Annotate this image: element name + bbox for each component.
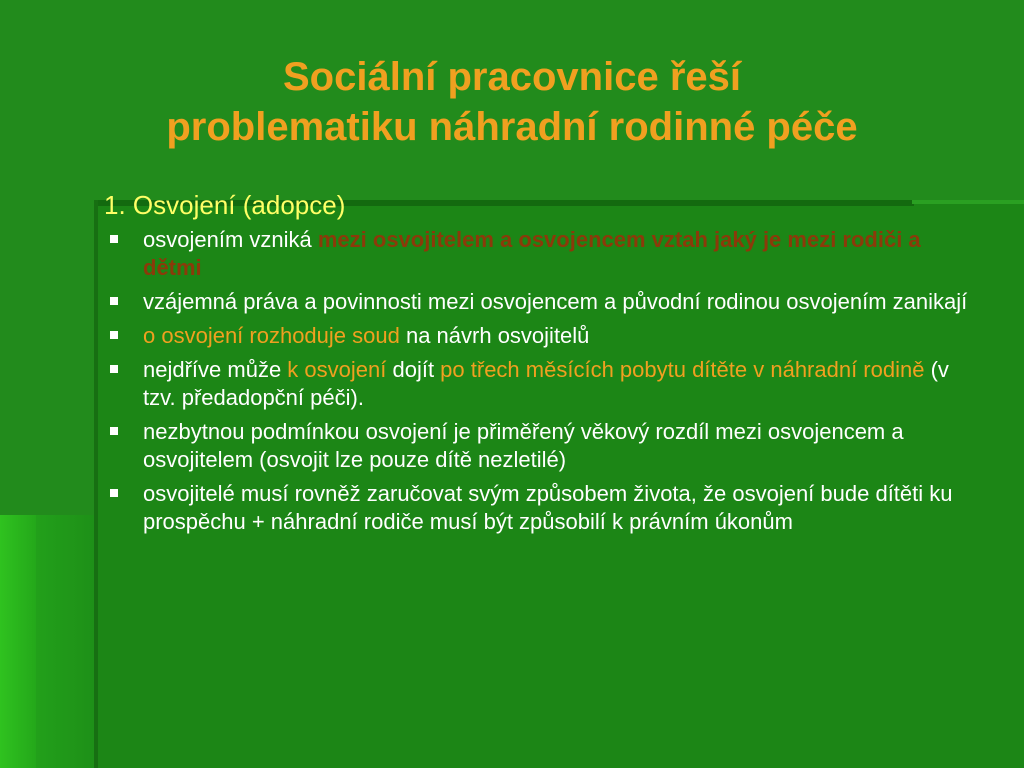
decorative-left-strip bbox=[0, 515, 36, 768]
decorative-left-panel bbox=[36, 515, 94, 768]
section-heading: 1. Osvojení (adopce) bbox=[104, 190, 346, 220]
square-bullet-icon bbox=[110, 235, 118, 243]
bullet-text: na návrh osvojitelů bbox=[399, 323, 590, 348]
bullet-highlight-text: mezi osvojitelem a osvojencem vztah jaký je mezi rodiči a dětmi bbox=[143, 227, 921, 280]
slide-content bbox=[104, 188, 984, 542]
bullet-item bbox=[104, 418, 984, 474]
bullet-highlight-text: k osvojení bbox=[287, 357, 387, 382]
bullet-text: vzájemná práva a povinnosti mezi osvojencem a původní rodinou osvojením zanikají bbox=[143, 289, 968, 314]
bullet-text: (v tzv. předadopční péči). bbox=[143, 357, 949, 410]
bullet-item bbox=[104, 322, 984, 350]
square-bullet-icon bbox=[110, 297, 118, 305]
square-bullet-icon bbox=[110, 365, 118, 373]
slide-title bbox=[0, 52, 1024, 152]
bullet-text: nezbytnou podmínkou osvojení je přiměřený věkový rozdíl mezi osvojencem a osvojitelem (osvojit lze pouze dítě nezletilé) bbox=[143, 419, 904, 472]
bullet-text: dojít bbox=[386, 357, 441, 382]
square-bullet-icon bbox=[110, 331, 118, 339]
bullet-text: osvojením vzniká bbox=[143, 227, 318, 252]
bullet-highlight-text: po třech měsících pobytu dítěte v náhradní rodině bbox=[440, 357, 925, 382]
decorative-side-rule bbox=[94, 200, 98, 768]
bullet-item bbox=[104, 356, 984, 412]
bullet-text: osvojitelé musí rovněž zaručovat svým způsobem života, že osvojení bude dítěti ku prospěchu + náhradní rodiče musí být způsobilí k právním úkonům bbox=[143, 481, 953, 534]
square-bullet-icon bbox=[110, 427, 118, 435]
slide-title-line-2: problematiku náhradní rodinné péče bbox=[166, 105, 858, 149]
bullet-item bbox=[104, 480, 984, 536]
square-bullet-icon bbox=[110, 489, 118, 497]
bullet-item bbox=[104, 288, 984, 316]
bullet-item bbox=[104, 226, 984, 282]
slide-title-line-1: Sociální pracovnice řeší bbox=[283, 55, 741, 99]
bullet-text: nejdříve může bbox=[143, 357, 288, 382]
bullet-highlight-text: o osvojení rozhoduje soud bbox=[143, 323, 400, 348]
bullet-list bbox=[104, 226, 984, 536]
